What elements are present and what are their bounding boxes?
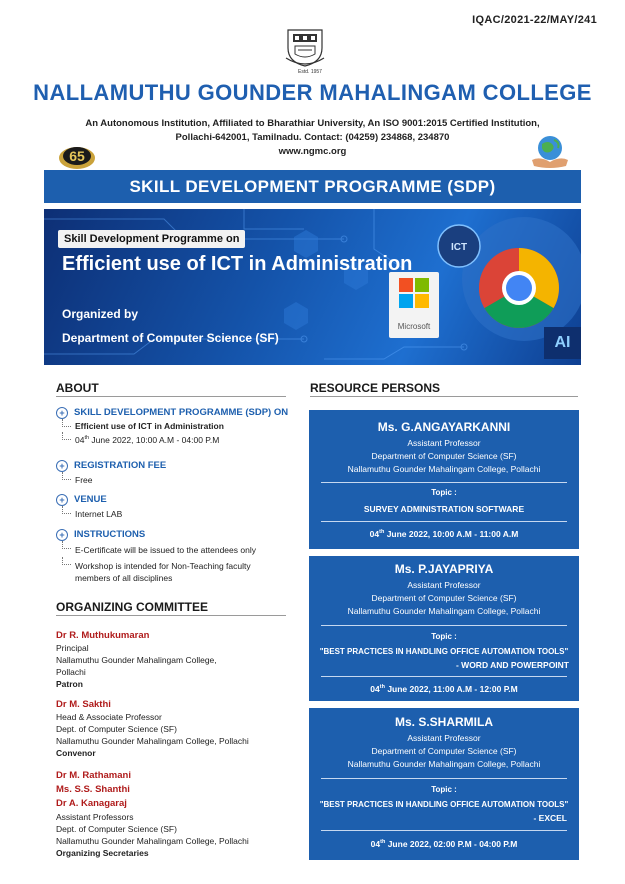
instruction-1: E-Certificate will be issued to the attendees only	[75, 545, 256, 555]
venue-value: Internet LAB	[75, 509, 123, 519]
about-heading: ABOUT	[56, 381, 99, 395]
instructions-heading: INSTRUCTIONS	[74, 529, 146, 540]
resource-org-3: Nallamuthu Gounder Mahalingam College, Pollachi	[347, 759, 541, 769]
resource-divider	[310, 396, 578, 397]
secretary-dept: Dept. of Computer Science (SF)	[56, 824, 177, 834]
resource-org-2: Nallamuthu Gounder Mahalingam College, Pollachi	[347, 606, 541, 616]
convenor-org: Nallamuthu Gounder Mahalingam College, Pollachi	[56, 736, 249, 746]
card-divider	[321, 521, 567, 522]
secretary-name-2: Ms. S.S. Shanthi	[56, 784, 130, 795]
card-divider	[321, 778, 567, 779]
resource-org-1: Nallamuthu Gounder Mahalingam College, Pollachi	[347, 464, 541, 474]
ai-chip: AI	[544, 327, 581, 359]
organized-by-label: Organized by	[62, 307, 139, 321]
microsoft-tile	[389, 272, 439, 338]
microsoft-logo-icon	[399, 278, 429, 308]
globe-hands-icon	[530, 132, 570, 170]
fee-value: Free	[75, 475, 93, 485]
secretary-title: Assistant Professors	[56, 812, 134, 822]
address-line-1: An Autonomous Institution, Affiliated to Bharathiar University, An ISO 9001:2015 Certified Institution,	[85, 118, 540, 129]
microsoft-label: Microsoft	[397, 322, 431, 331]
resource-designation-2: Assistant Professor	[407, 580, 481, 590]
programme-banner: SKILL DEVELOPMENT PROGRAMME (SDP)	[44, 170, 581, 203]
reference-code: IQAC/2021-22/MAY/241	[472, 14, 597, 26]
patron-role: Patron	[56, 679, 83, 689]
convenor-name: Dr M. Sakthi	[56, 699, 111, 710]
committee-heading: ORGANIZING COMMITTEE	[56, 600, 208, 614]
topic-3-sub: - EXCEL	[533, 813, 567, 823]
card-divider	[321, 676, 567, 677]
topic-3: "BEST PRACTICES IN HANDLING OFFICE AUTOMATION TOOLS"	[319, 800, 569, 809]
patron-title: Principal	[56, 643, 89, 653]
convenor-role: Convenor	[56, 748, 96, 758]
committee-divider	[56, 615, 286, 616]
resource-name-2: Ms. P.JAYAPRIYA	[394, 562, 494, 576]
tree-connector	[62, 557, 71, 565]
resource-card-2	[309, 556, 579, 701]
address-line-2: Pollachi-642001, Tamilnadu. Contact: (04259) 234868, 234870	[175, 132, 450, 143]
card-divider	[321, 830, 567, 831]
topic-label-1: Topic :	[431, 488, 457, 497]
resource-dept-2: Department of Computer Science (SF)	[371, 593, 517, 603]
plus-icon: +	[56, 460, 68, 472]
plus-icon: +	[56, 529, 68, 541]
patron-name: Dr R. Muthukumaran	[56, 630, 150, 641]
topic-1: SURVEY ADMINISTRATION SOFTWARE	[363, 504, 525, 514]
resource-card-3	[309, 708, 579, 860]
sdp-heading: SKILL DEVELOPMENT PROGRAMME (SDP) ON	[74, 407, 289, 418]
session-time-3: 04th June 2022, 02:00 P.M - 04:00 P.M	[370, 839, 518, 849]
convenor-dept: Dept. of Computer Science (SF)	[56, 724, 177, 734]
tree-connector	[62, 506, 71, 514]
hero-banner	[44, 209, 581, 365]
instruction-2: Workshop is intended for Non-Teaching faculty	[75, 561, 251, 571]
hero-subtitle: Skill Development Programme on	[58, 230, 245, 248]
topic-label-3: Topic :	[431, 785, 457, 794]
established-year: Estd. 1957	[298, 69, 322, 75]
card-divider	[321, 482, 567, 483]
resource-designation-3: Assistant Professor	[407, 733, 481, 743]
resource-dept-3: Department of Computer Science (SF)	[371, 746, 517, 756]
secretary-org: Nallamuthu Gounder Mahalingam College, Pollachi	[56, 836, 249, 846]
card-divider	[321, 625, 567, 626]
secretary-name-3: Dr A. Kanagaraj	[56, 798, 127, 809]
ict-label: ICT	[450, 242, 468, 253]
instruction-2-cont: members of all disciplines	[75, 573, 173, 583]
resource-designation-1: Assistant Professor	[407, 438, 481, 448]
topic-label-2: Topic :	[431, 632, 457, 641]
college-emblem-icon	[284, 24, 326, 68]
venue-heading: VENUE	[74, 494, 107, 505]
tree-connector	[62, 472, 71, 480]
resource-heading: RESOURCE PERSONS	[310, 381, 441, 395]
session-time-2: 04th June 2022, 11:00 A.M - 12:00 P.M	[370, 684, 518, 694]
resource-name-1: Ms. G.ANGAYARKANNI	[377, 420, 511, 434]
badge-number: 65	[69, 148, 85, 164]
college-name: NALLAMUTHU GOUNDER MAHALINGAM COLLEGE	[33, 80, 592, 105]
tree-connector	[62, 419, 71, 427]
plus-icon: +	[56, 407, 68, 419]
tree-connector	[62, 432, 71, 440]
resource-dept-1: Department of Computer Science (SF)	[371, 451, 517, 461]
topic-2: "BEST PRACTICES IN HANDLING OFFICE AUTOMATION TOOLS"	[319, 647, 569, 656]
hero-title: Efficient use of ICT in Administration	[62, 253, 413, 275]
tree-connector	[62, 541, 71, 549]
fee-heading: REGISTRATION FEE	[74, 460, 167, 471]
session-time-1: 04th June 2022, 10:00 A.M - 11:00 A.M	[369, 529, 519, 539]
website: www.ngmc.org	[278, 146, 347, 157]
secretary-name-1: Dr M. Rathamani	[56, 770, 131, 781]
topic-2-sub: - WORD AND POWERPOINT	[455, 660, 569, 670]
resource-card-1	[309, 410, 579, 549]
anniversary-badge-icon	[58, 138, 96, 170]
sdp-topic: Efficient use of ICT in Administration	[75, 421, 224, 431]
secretary-role: Organizing Secretaries	[56, 848, 149, 858]
chrome-logo-icon	[476, 245, 562, 331]
resource-name-3: Ms. S.SHARMILA	[394, 715, 493, 729]
patron-org: Nallamuthu Gounder Mahalingam College,	[56, 655, 217, 665]
patron-place: Pollachi	[56, 667, 86, 677]
organizing-department: Department of Computer Science (SF)	[62, 331, 279, 345]
sdp-date: 04th June 2022, 10:00 A.M - 04:00 P.M	[75, 435, 220, 445]
about-divider	[56, 396, 286, 397]
convenor-title: Head & Associate Professor	[56, 712, 162, 722]
plus-icon: +	[56, 494, 68, 506]
